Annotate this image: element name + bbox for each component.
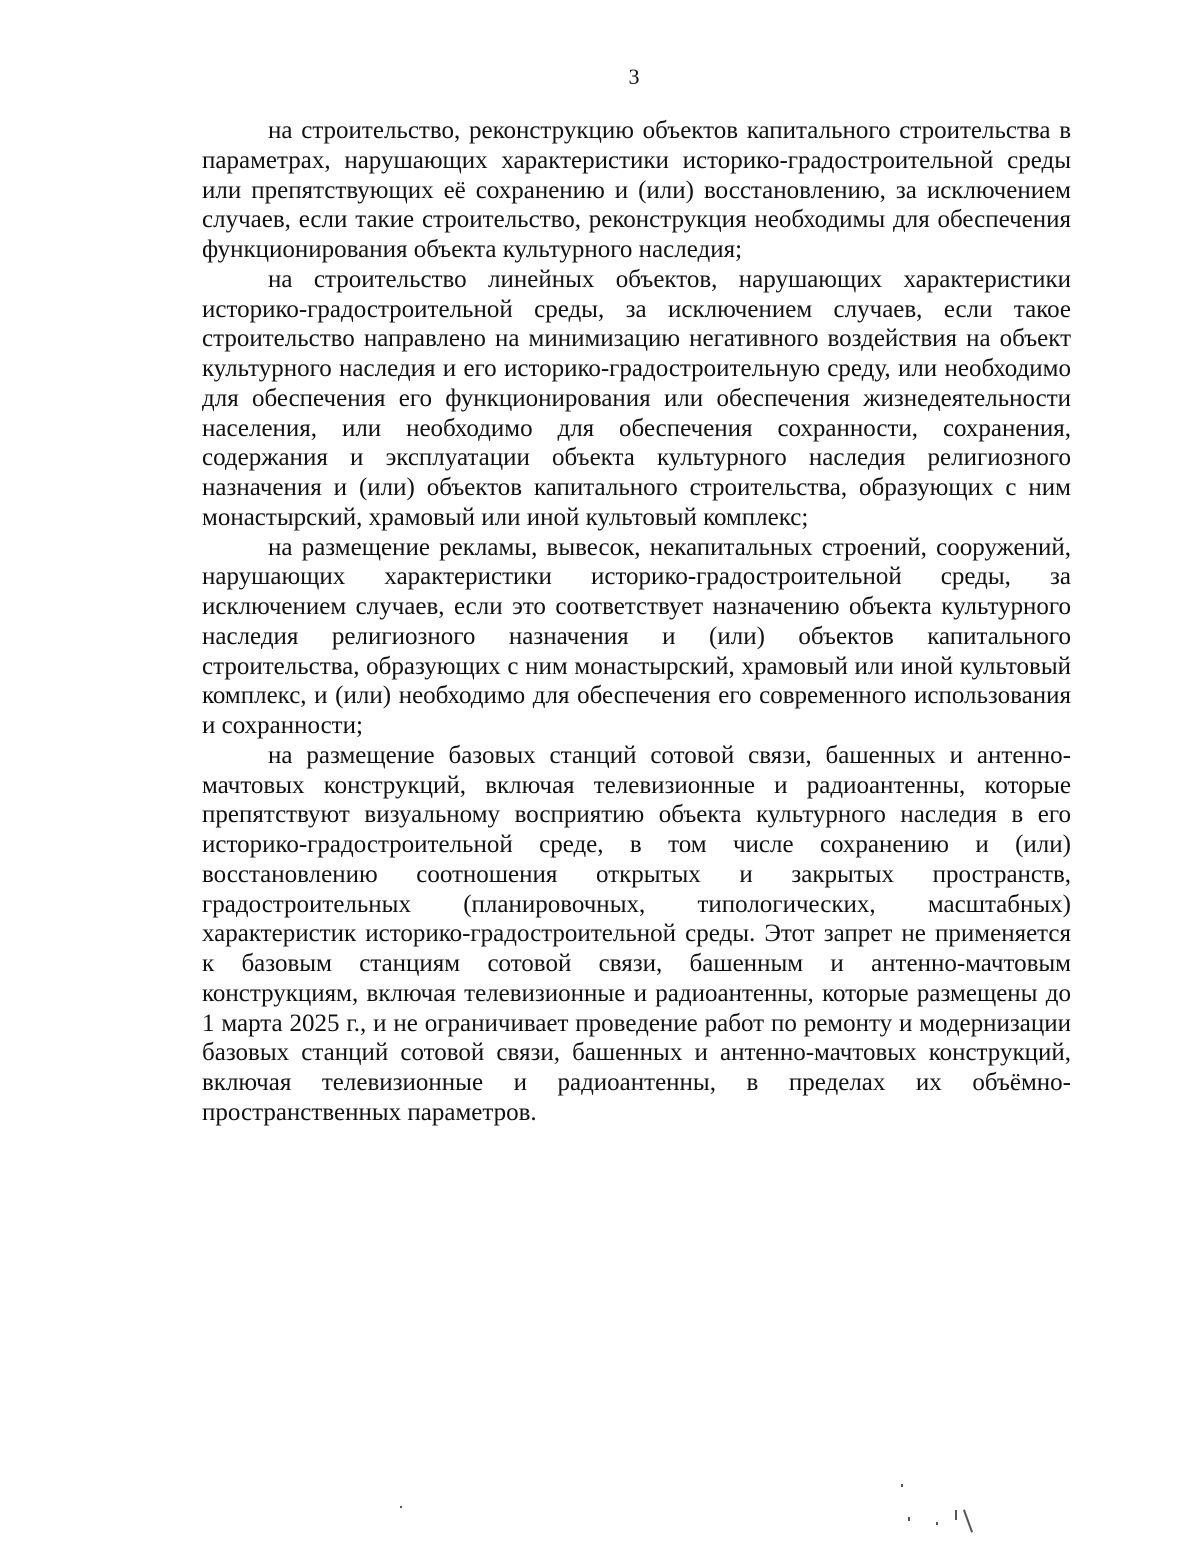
- paragraph-advertising-signs: на размещение рекламы, вывесок, некапитальных строений, сооружений, нарушающих характеристики историко-градостроительной среды, за исключением случаев, если это соответствует назначению объекта культурного наследия религиозного назначения и (или) объектов капитального строительства, образующих с ним монастырский, храмовый или иной культовый комплекс, и (или) необходимо для обеспечения его современного использования и сохранности;: [202, 533, 1071, 739]
- scan-speck: [963, 1509, 973, 1532]
- scan-speck: [901, 1484, 903, 1487]
- paragraph-construction-reconstruction: на строительство, реконструкцию объектов капитального строительства в параметрах, нарушающих характеристики историко-градостроительной среды или препятствующих её сохранению и (или) восстановлению, за исключением случаев, если такие строительство, реконструкция необходимы для обеспечения функционирования объекта культурного наследия;: [202, 117, 1071, 263]
- paragraph-linear-objects: на строительство линейных объектов, нарушающих характеристики историко-градостроительной среды, за исключением случаев, если такое строительство направлено на минимизацию негативного воздействия на объект культурного наследия и его историко-градостроительную среду, или необходимо для обеспечения его функционирования или обеспечения жизнедеятельности населения, или необходимо для обеспечения сохранности, сохранения, содержания и эксплуатации объекта культурного наследия религиозного назначения и (или) объектов капитального строительства, образующих с ним монастырский, храмовый или иной культовый комплекс;: [202, 265, 1071, 531]
- page-number: 3: [628, 64, 640, 89]
- scan-speck: [908, 1517, 910, 1521]
- document-body: [202, 116, 1071, 1128]
- scan-speck: [955, 1510, 957, 1520]
- scan-speck: [400, 1506, 402, 1508]
- paragraph-cellular-stations: на размещение базовых станций сотовой связи, башенных и антенно-мачтовых конструкций, включая телевизионные и радиоантенны, которые препятствуют визуальному восприятию объекта культурного наследия в его историко-градостроительной среде, в том числе сохранению и (или) восстановлению соотношения открытых и закрытых пространств, градостроительных (планировочных, типологических, масштабных) характеристик историко-градостроительной среды. Этот запрет не применяется к базовым станциям сотовой связи, башенным и антенно-мачтовым конструкциям, включая телевизионные и радиоантенны, которые размещены до 1 марта 2025 г., и не ограничивает проведение работ по ремонту и модернизации базовых станций сотовой связи, башенных и антенно-мачтовых конструкций, включая телевизионные и радиоантенны, в пределах их объёмно-пространственных параметров.: [202, 741, 1071, 1126]
- scan-speck: [936, 1522, 938, 1525]
